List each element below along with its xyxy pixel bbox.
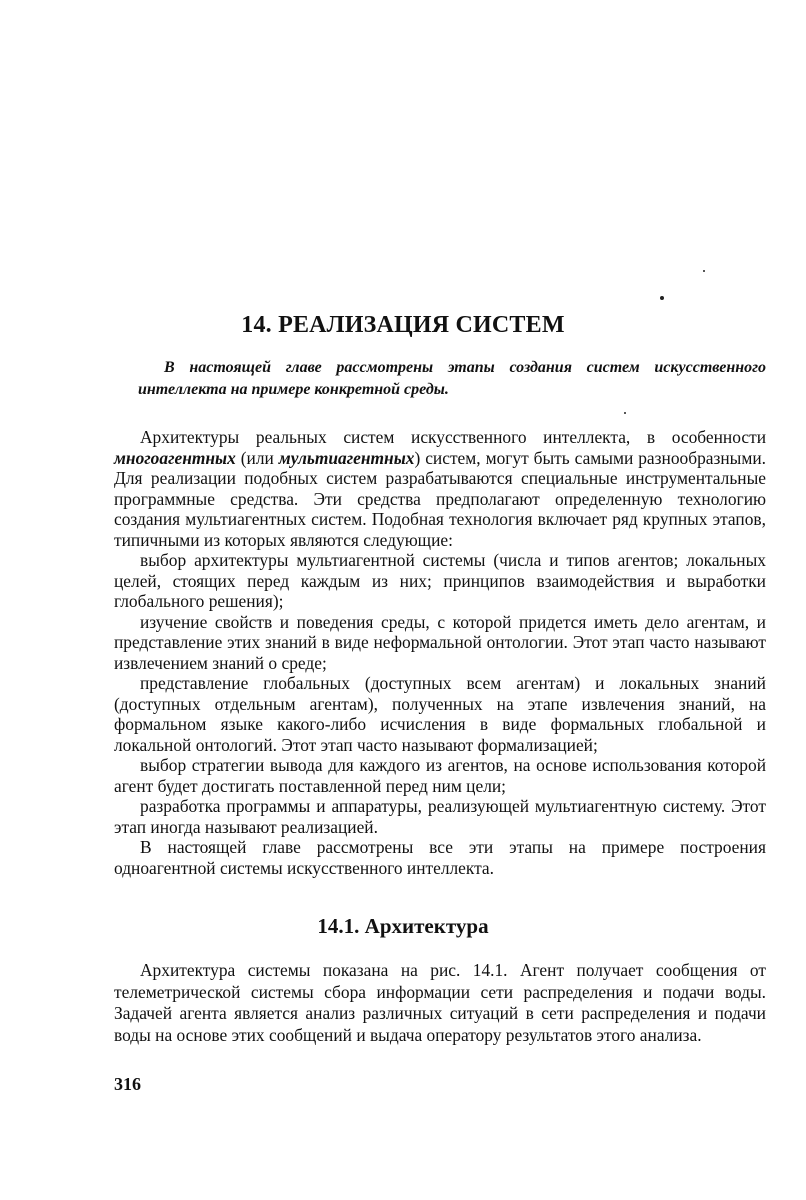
scan-speck	[660, 296, 664, 300]
intro-paragraph	[114, 427, 766, 550]
chapter-title: 14. РЕАЛИЗАЦИЯ СИСТЕМ	[241, 312, 565, 338]
intro-text-start: Архитектуры реальных систем искусственного интеллекта, в особенности	[140, 427, 766, 447]
page-number: 316	[114, 1074, 141, 1094]
chapter-abstract: В настоящей главе рассмотрены этапы создания систем искусственного интеллекта на примере конкретной среды.	[138, 359, 766, 398]
term-multiagent-alt: мультиагентных	[278, 447, 415, 468]
stage-item: выбор архитектуры мультиагентной системы (числа и типов агентов; локальных целей, стоящих перед каждым из них; принципов взаимодействия и выработки глобального решения);	[114, 550, 766, 611]
chapter-body	[114, 427, 766, 878]
section-title: 14.1. Архитектура	[317, 914, 489, 938]
intro-text-mid: (или	[235, 447, 279, 468]
section-paragraph: Архитектура системы показана на рис. 14.1. Агент получает сообщения от телеметрической системы сбора информации сети распределения и подачи воды. Задачей агента является анализ различных ситуаций в сети распределения и подачи воды на основе этих сообщений и выдача оператору результатов этого анализа.	[114, 960, 766, 1045]
intro-text-end: ) систем, могут быть самыми разнообразными. Для реализации подобных систем разрабатываются специальные инструментальные программные средства. Эти средства предполагают определенную технологию создания мультиагентных систем. Подобная технология включает ряд крупных этапов, типичными из которых являются следующие:	[114, 447, 767, 550]
scan-speck	[624, 412, 626, 414]
stage-item: выбор стратегии вывода для каждого из агентов, на основе использования которой агент будет достигать поставленной перед ним цели;	[114, 755, 766, 796]
stage-item: изучение свойств и поведения среды, с которой придется иметь дело агентам, и представление этих знаний в виде неформальной онтологии. Этот этап часто называют извлечением знаний о среде;	[114, 611, 766, 673]
scan-speck	[703, 270, 705, 272]
stage-item: разработка программы и аппаратуры, реализующей мультиагентную систему. Этот этап иногда называют реализацией.	[114, 796, 766, 837]
closing-paragraph: В настоящей главе рассмотрены все эти этапы на примере построения одноагентной системы искусственного интеллекта.	[114, 837, 766, 878]
stage-item: представление глобальных (доступных всем агентам) и локальных знаний (доступных отдельным агентам), полученных на этапе извлечения знаний, на формальном языке какого-либо исчисления в виде формальных глобальной и локальной онтологий. Этот этап часто называют формализацией;	[114, 673, 766, 755]
term-multiagent: многоагентных	[114, 447, 236, 468]
section-body	[114, 960, 766, 1046]
